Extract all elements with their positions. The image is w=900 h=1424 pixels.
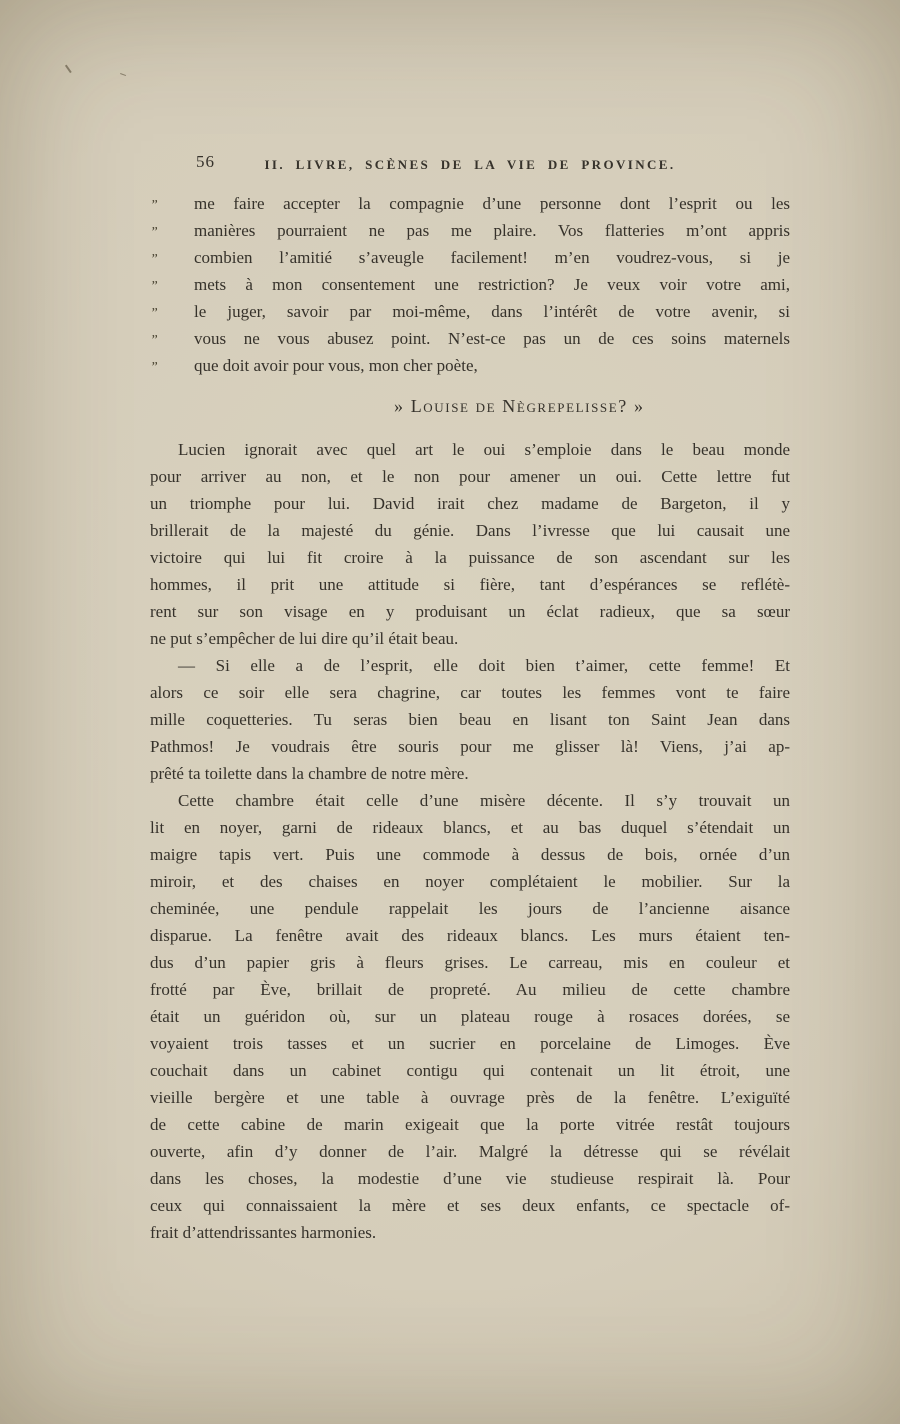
- letter-line-text: combien l’amitié s’aveugle facilement! m’en voudrez-vous, si je: [194, 248, 790, 267]
- text-line: voyaient trois tasses et un sucrier en porcelaine de Limoges. Ève: [150, 1034, 790, 1053]
- running-title: II. LIVRE, SCÈNES DE LA VIE DE PROVINCE.: [264, 157, 676, 172]
- text-line: Lucien ignorait avec quel art le oui s’emploie dans le beau monde: [178, 440, 790, 459]
- text-line: rent sur son visage en y produisant un éclat radieux, que sa sœur: [150, 602, 790, 621]
- text-line: lit en noyer, garni de rideaux blancs, et au bas duquel s’étendait un: [150, 818, 790, 837]
- scan-artifact: [120, 73, 126, 76]
- text-line: disparue. La fenêtre avait des rideaux blancs. Les murs étaient ten-: [150, 926, 790, 945]
- letter-line: [150, 244, 790, 271]
- letter-line: [150, 190, 790, 217]
- quote-continuation-mark: ”: [150, 252, 158, 267]
- text-line: dans les choses, la modestie d’une vie studieuse respirait là. Pour: [150, 1169, 790, 1188]
- text-line: victoire qui lui fit croire à la puissance de son ascendant sur les: [150, 548, 790, 567]
- text-line: vieille bergère et une table à ouvrage près de la fenêtre. L’exiguïté: [150, 1088, 790, 1107]
- paragraph: [150, 787, 790, 1246]
- text-line: ouverte, afin d’y donner de l’air. Malgré la détresse qui se révélait: [150, 1142, 790, 1161]
- quote-continuation-mark: ”: [150, 306, 158, 321]
- text-line: Cette chambre était celle d’une misère décente. Il s’y trouvait un: [178, 791, 790, 810]
- letter-line-text: me faire accepter la compagnie d’une personne dont l’esprit ou les: [194, 194, 790, 213]
- quote-continuation-mark: ”: [150, 279, 158, 294]
- letter-line: [150, 217, 790, 244]
- text-line: hommes, il prit une attitude si fière, tant d’espérances se reflétè-: [150, 575, 790, 594]
- text-line: miroir, et des chaises en noyer complétaient le mobilier. Sur la: [150, 872, 790, 891]
- letter-line: [150, 298, 790, 325]
- letter-line: [150, 325, 790, 352]
- letter-signature: » Louise de Nègrepelisse? »: [394, 396, 645, 416]
- quote-continuation-mark: ”: [150, 225, 158, 240]
- text-line: un triomphe pour lui. David irait chez madame de Bargeton, il y: [150, 494, 790, 513]
- text-line: — Si elle a de l’esprit, elle doit bien t’aimer, cette femme! Et: [178, 656, 790, 675]
- letter-line-text: que doit avoir pour vous, mon cher poète,: [194, 356, 478, 375]
- letter-block: [150, 190, 790, 379]
- text-line: frotté par Ève, brillait de propreté. Au milieu de cette chambre: [150, 980, 790, 999]
- text-line: était un guéridon où, sur un plateau rouge à rosaces dorées, se: [150, 1007, 790, 1026]
- text-line: maigre tapis vert. Puis une commode à dessus de bois, ornée d’un: [150, 845, 790, 864]
- letter-line-text: manières pourraient ne pas me plaire. Vos flatteries m’ont appris: [194, 221, 790, 240]
- scan-artifact: [65, 65, 71, 73]
- text-line: pour arriver au non, et le non pour amener un oui. Cette lettre fut: [150, 467, 790, 486]
- text-line: alors ce soir elle sera chagrine, car toutes les femmes vont te faire: [150, 683, 790, 702]
- page-number: 56: [196, 152, 215, 171]
- text-line: Pathmos! Je voudrais être souris pour me glisser là! Viens, j’ai ap-: [150, 737, 790, 756]
- text-line: ne put s’empêcher de lui dire qu’il était beau.: [150, 629, 459, 648]
- paragraph: [150, 436, 790, 652]
- text-line: de cette cabine de marin exigeait que la porte vitrée restât toujours: [150, 1115, 790, 1134]
- paragraph: [150, 652, 790, 787]
- text-line: cheminée, une pendule rappelait les jours de l’ancienne aisance: [150, 899, 790, 918]
- letter-line-text: mets à mon consentement une restriction? Je veux voir votre ami,: [194, 275, 790, 294]
- text-line: mille coquetteries. Tu seras bien beau en lisant ton Saint Jean dans: [150, 710, 790, 729]
- quote-continuation-mark: ”: [150, 198, 158, 213]
- letter-line: [150, 352, 790, 379]
- letter-line-text: vous ne vous abusez point. N’est-ce pas un de ces soins maternels: [194, 329, 790, 348]
- text-line: couchait dans un cabinet contigu qui contenait un lit étroit, une: [150, 1061, 790, 1080]
- text-line: brillerait de la majesté du génie. Dans l’ivresse que lui causait une: [150, 521, 790, 540]
- quote-continuation-mark: ”: [150, 333, 158, 348]
- letter-line-text: le juger, savoir par moi-même, dans l’intérêt de votre avenir, si: [194, 302, 790, 321]
- text-line: prêté ta toilette dans la chambre de notre mère.: [150, 764, 469, 783]
- text-block: [150, 146, 790, 1246]
- letter-line: [150, 271, 790, 298]
- text-line: ceux qui connaissaient la mère et ses deux enfants, ce spectacle of-: [150, 1196, 790, 1215]
- text-line: dus d’un papier gris à fleurs grises. Le carreau, mis en couleur et: [150, 953, 790, 972]
- quote-continuation-mark: ”: [150, 360, 158, 375]
- text-line: frait d’attendrissantes harmonies.: [150, 1223, 377, 1242]
- running-header: [150, 146, 790, 176]
